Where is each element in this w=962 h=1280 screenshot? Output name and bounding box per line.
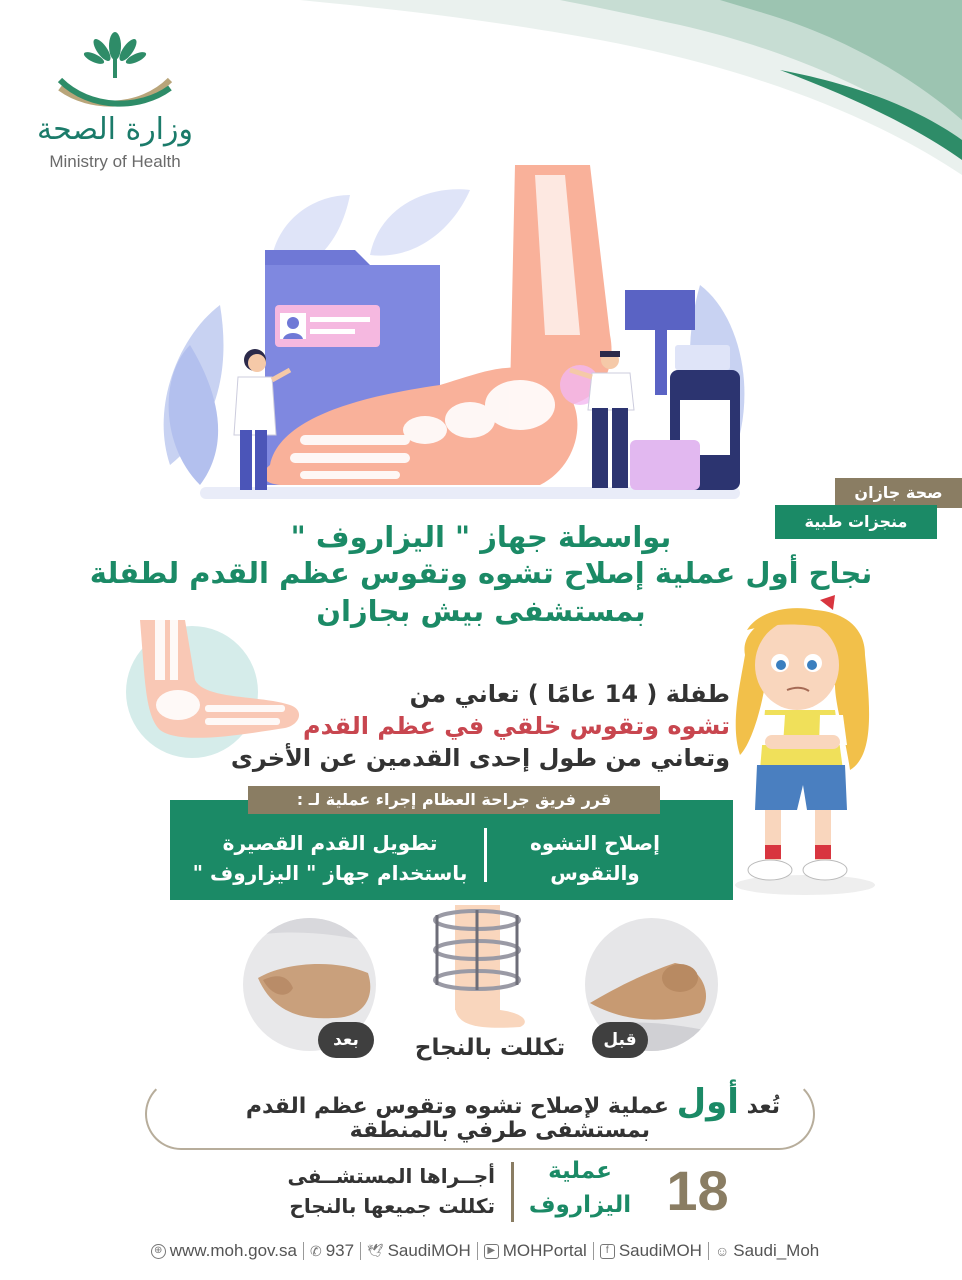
headline-line-3: بمستشفى بيش بجازان xyxy=(316,594,646,628)
patient-condition-text: تشوه وتقوس خلقي في عظم القدم xyxy=(303,712,730,740)
stat-description-line1: أجــراها المستشــفى xyxy=(287,1164,495,1188)
stat-description-line2: تكللت جميعها بالنجاح xyxy=(289,1194,495,1218)
success-text: تكللت بالنجاح xyxy=(414,1035,566,1061)
footer-facebook[interactable] xyxy=(594,1241,708,1261)
moh-logo xyxy=(30,30,210,180)
stat-label-operation: عملية xyxy=(548,1158,612,1184)
first-statement-line1 xyxy=(180,1082,780,1122)
region-tag: صحة جازان xyxy=(835,478,962,508)
decision-divider xyxy=(484,828,487,882)
patient-leg-length-text: وتعاني من طول إحدى القدمين عن الأخرى xyxy=(230,744,730,772)
first-statement-line2: بمستشفى طرفي بالمنطقة xyxy=(349,1118,650,1143)
footer-phone-text: 937 xyxy=(325,1241,355,1260)
footer-twitter[interactable] xyxy=(361,1241,477,1261)
girl-illustration xyxy=(725,595,885,895)
footer-website[interactable] xyxy=(145,1241,303,1261)
logo-english-text: Ministry of Health xyxy=(49,152,181,171)
first-prefix: تُعد xyxy=(746,1094,780,1119)
patient-age-text: طفلة ( 14 عامًا ) تعاني من xyxy=(409,680,730,708)
youtube-icon: ▶ xyxy=(484,1244,499,1259)
headline-line-2: نجاح أول عملية إصلاح تشوه وتقوس عظم القدم لطفلة xyxy=(89,556,873,590)
stat-divider xyxy=(511,1162,514,1222)
palm-swords-icon xyxy=(30,30,200,110)
decision-item-lengthening xyxy=(185,828,475,888)
after-badge: بعد xyxy=(318,1022,374,1058)
decision-item-correction xyxy=(495,828,695,888)
footer-snapchat-text: Saudi_Moh xyxy=(733,1241,820,1260)
footer-facebook-text: SaudiMOH xyxy=(618,1241,702,1260)
footer-youtube[interactable] xyxy=(478,1241,593,1261)
facebook-icon: f xyxy=(600,1244,615,1259)
stat-number: 18 xyxy=(666,1159,729,1222)
headline-line-1: بواسطة جهاز " اليزاروف " xyxy=(290,520,672,554)
phone-icon: ✆ xyxy=(309,1242,322,1259)
decision-item-lengthening-line1: تطويل القدم القصيرة xyxy=(222,831,438,855)
first-line1-rest: عملية لإصلاح تشوه وتقوس عظم القدم xyxy=(245,1094,669,1119)
footer-phone[interactable] xyxy=(304,1241,360,1261)
twitter-icon: 🕊 xyxy=(367,1243,384,1258)
ilizarov-fixator-illustration xyxy=(420,905,530,1035)
foot-bones-circle-illustration xyxy=(120,620,320,760)
footer-website-text: www.moh.gov.sa xyxy=(169,1241,297,1260)
logo-arabic-text: وزارة الصحة xyxy=(37,112,193,147)
decision-item-correction-line2: والتقوس xyxy=(550,861,640,885)
first-highlight: أول xyxy=(676,1082,739,1122)
decision-item-correction-line1: إصلاح التشوه xyxy=(530,831,660,855)
footer-contacts xyxy=(100,1238,870,1264)
stat-label-ilizarov: اليزاروف xyxy=(528,1192,632,1218)
snapchat-icon: ☺ xyxy=(714,1243,730,1259)
decision-item-lengthening-line2: باستخدام جهاز " اليزاروف " xyxy=(192,861,468,885)
footer-youtube-text: MOHPortal xyxy=(502,1241,587,1260)
globe-icon: ⊕ xyxy=(151,1244,166,1259)
category-tag: منجزات طبية xyxy=(775,505,937,539)
footer-snapchat[interactable] xyxy=(709,1241,825,1261)
footer-twitter-text: SaudiMOH xyxy=(387,1241,471,1260)
before-badge: قبل xyxy=(592,1022,648,1058)
decision-title: قرر فريق جراحة العظام إجراء عملية لـ : xyxy=(248,786,660,814)
foot-xray-illustration xyxy=(140,165,780,510)
